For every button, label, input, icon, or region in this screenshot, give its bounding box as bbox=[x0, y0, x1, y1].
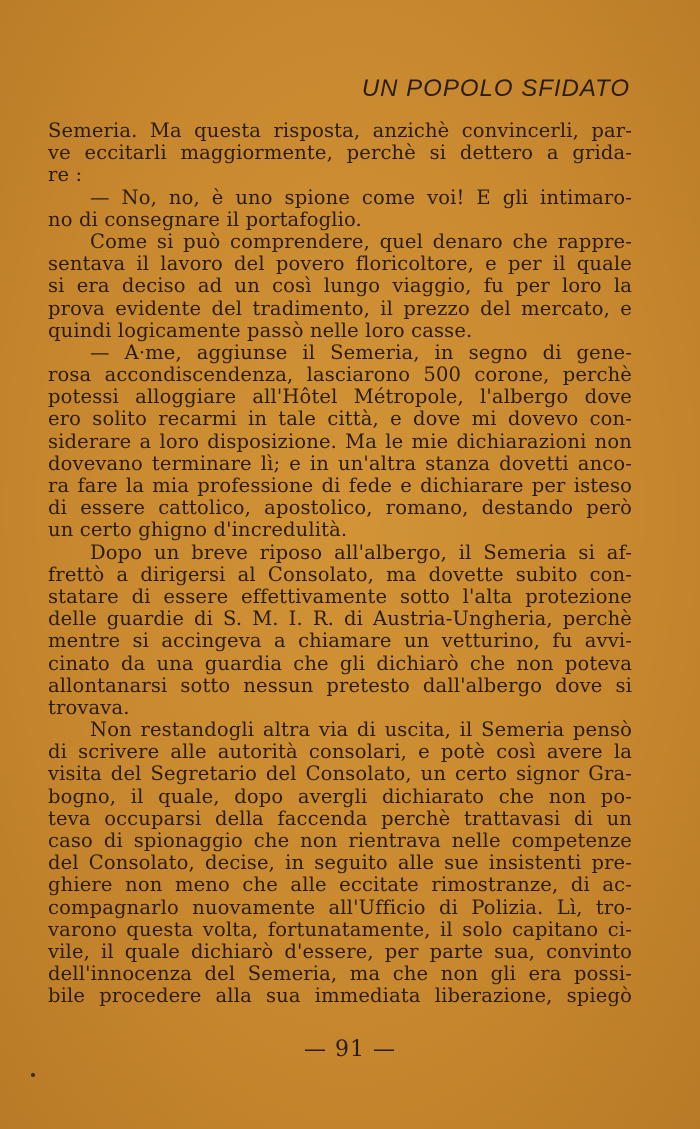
text-line: siderare a loro disposizione. Ma le mie dichiarazioni non bbox=[48, 429, 632, 453]
text-line: frettò a dirigersi al Consolato, ma dovette subito con- bbox=[48, 562, 632, 586]
text-line: re : bbox=[48, 163, 83, 187]
text-line: quindi logicamente passò nelle loro casse. bbox=[48, 318, 473, 342]
text-line: cinato da una guardia che gli dichiarò che non poteva bbox=[48, 651, 632, 675]
running-header: UN POPOLO SFIDATO bbox=[361, 75, 630, 102]
paper-speck bbox=[31, 1073, 35, 1077]
body-text bbox=[48, 120, 632, 1008]
text-line: bogno, il quale, dopo avergli dichiarato che non po- bbox=[48, 784, 632, 808]
text-line: — No, no, è uno spione come voi! E gli intimaro- bbox=[90, 185, 632, 209]
text-line: potessi alloggiare all'Hôtel Métropole, l'albergo dove bbox=[48, 385, 632, 409]
text-line: del Consolato, decise, in seguito alle sue insistenti pre- bbox=[48, 851, 632, 875]
page-number: — 91 — bbox=[304, 1037, 396, 1062]
text-line: ero solito recarmi in tale città, e dove mi dovevo con- bbox=[48, 407, 632, 431]
text-line: di scrivere alle autorità consolari, e potè così avere la bbox=[48, 740, 632, 764]
text-line: allontanarsi sotto nessun pretesto dall'albergo dove si bbox=[48, 673, 632, 697]
text-line: prova evidente del tradimento, il prezzo del mercato, e bbox=[48, 296, 632, 320]
text-line: — A·me, aggiunse il Semeria, in segno di gene- bbox=[90, 340, 632, 364]
text-line: ve eccitarli maggiormente, perchè si dettero a grida- bbox=[48, 141, 632, 165]
text-line: ra fare la mia professione di fede e dichiarare per isteso bbox=[48, 474, 632, 497]
text-line: varono questa volta, fortunatamente, il solo capitano ci- bbox=[48, 917, 632, 941]
text-line: Come si può comprendere, quel denaro che rappre- bbox=[90, 229, 632, 253]
text-line: si era deciso ad un così lungo viaggio, fu per loro la bbox=[48, 274, 632, 298]
text-line: visita del Segretario del Consolato, un certo signor Gra- bbox=[48, 762, 632, 786]
text-line: no di consegnare il portafoglio. bbox=[48, 207, 362, 231]
text-line: sentava il lavoro del povero floricoltore, e per il quale bbox=[48, 252, 632, 276]
text-line: un certo ghigno d'incredulità. bbox=[48, 518, 348, 542]
text-line: mentre si accingeva a chiamare un vetturino, fu avvi- bbox=[48, 629, 632, 653]
text-line: statare di essere effettivamente sotto l'alta protezione bbox=[48, 584, 632, 608]
text-line: caso di spionaggio che non rientrava nelle competenze bbox=[48, 829, 632, 852]
text-line: bile procedere alla sua immediata liberazione, spiegò bbox=[48, 984, 632, 1008]
text-line: di essere cattolico, apostolico, romano, destando però bbox=[48, 496, 632, 520]
text-line: Non restandogli altra via di uscita, il Semeria pensò bbox=[90, 718, 632, 742]
text-line: dell'innocenza del Semeria, ma che non gli era possi- bbox=[48, 962, 632, 986]
text-line: rosa accondiscendenza, lasciarono 500 corone, perchè bbox=[48, 363, 632, 387]
text-line: teva occuparsi della faccenda perchè trattavasi di un bbox=[48, 806, 632, 830]
text-line: delle guardie di S. M. I. R. di Austria-Ungheria, perchè bbox=[48, 607, 632, 631]
text-line: trovava. bbox=[48, 695, 130, 719]
text-line: Semeria. Ma questa risposta, anzichè convincerli, par- bbox=[48, 119, 632, 142]
text-line: Dopo un breve riposo all'albergo, il Semeria si af- bbox=[90, 540, 632, 564]
text-line: compagnarlo nuovamente all'Ufficio di Polizia. Lì, tro- bbox=[48, 895, 632, 919]
text-line: dovevano terminare lì; e in un'altra stanza dovetti anco- bbox=[48, 451, 632, 475]
text-line: ghiere non meno che alle eccitate rimostranze, di ac- bbox=[48, 873, 632, 897]
text-line: vile, il quale dichiarò d'essere, per parte sua, convinto bbox=[48, 939, 632, 963]
